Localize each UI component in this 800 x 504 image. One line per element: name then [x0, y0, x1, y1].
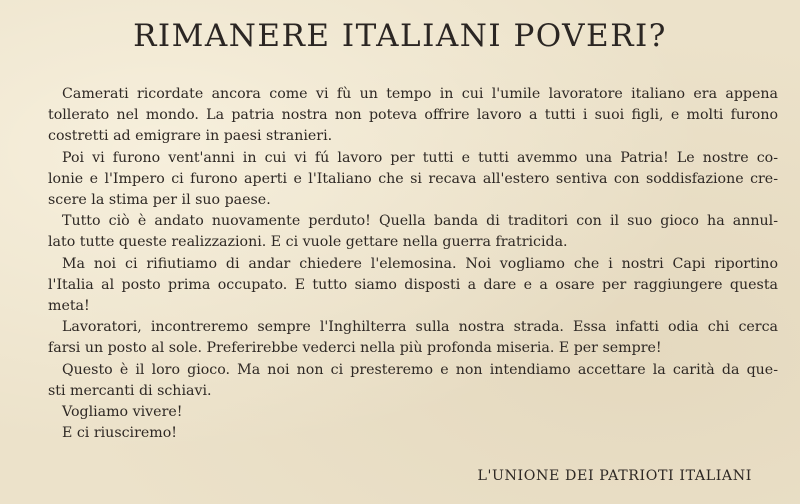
- text-line: Camerati ricordate ancora come vi fù un tempo in cui l'umile lavoratore italiano era appena: [62, 86, 778, 102]
- text-line: Ma noi ci rifiutiamo di andar chiedere l'elemosina. Noi vogliamo che i nostri Capi riportino: [62, 255, 778, 272]
- text-line: scere la stima per il suo paese.: [48, 192, 271, 209]
- text-line: l'Italia al posto prima occupato. E tutto siamo disposti a dare e a osare per raggiungere questa: [48, 276, 778, 293]
- page-title: RIMANERE ITALIANI POVERI?: [133, 18, 667, 54]
- text-line: lato tutte queste realizzazioni. E ci vuole gettare nella guerra fratricida.: [48, 234, 568, 251]
- text-line: costretti ad emigrare in paesi stranieri.: [48, 128, 333, 145]
- text-line: farsi un posto al sole. Preferirebbe vederci nella più profonda miseria. E per sempre!: [48, 340, 662, 357]
- text-line: E ci riusciremo!: [62, 425, 177, 442]
- text-line: sti mercanti di schiavi.: [48, 382, 212, 399]
- text-line: Questo è il loro gioco. Ma noi non ci presteremo e non intendiamo accettare la carità da que-: [62, 361, 778, 378]
- text-line: Lavoratori, incontreremo sempre l'Inghilterra sulla nostra strada. Essa infatti odia chi cerca: [62, 319, 778, 336]
- document-body: [48, 84, 778, 444]
- text-line: Vogliamo vivere!: [62, 404, 183, 421]
- text-line: tollerato nel mondo. La patria nostra non poteva offrire lavoro a tutti i suoi figli, e molti furono: [48, 107, 778, 124]
- text-line: lonie e l'Impero ci furono aperti e l'Italiano che si recava all'estero sentiva con soddisfazione cre-: [48, 170, 778, 187]
- signature: L'UNIONE DEI PATRIOTI ITALIANI: [477, 468, 752, 484]
- text-line: meta!: [48, 298, 90, 315]
- text-line: Poi vi furono vent'anni in cui vi fú lavoro per tutti e tutti avemmo una Patria! Le nostre co-: [62, 149, 778, 166]
- text-line: Tutto ciò è andato nuovamente perduto! Quella banda di traditori con il suo gioco ha annul-: [62, 213, 778, 230]
